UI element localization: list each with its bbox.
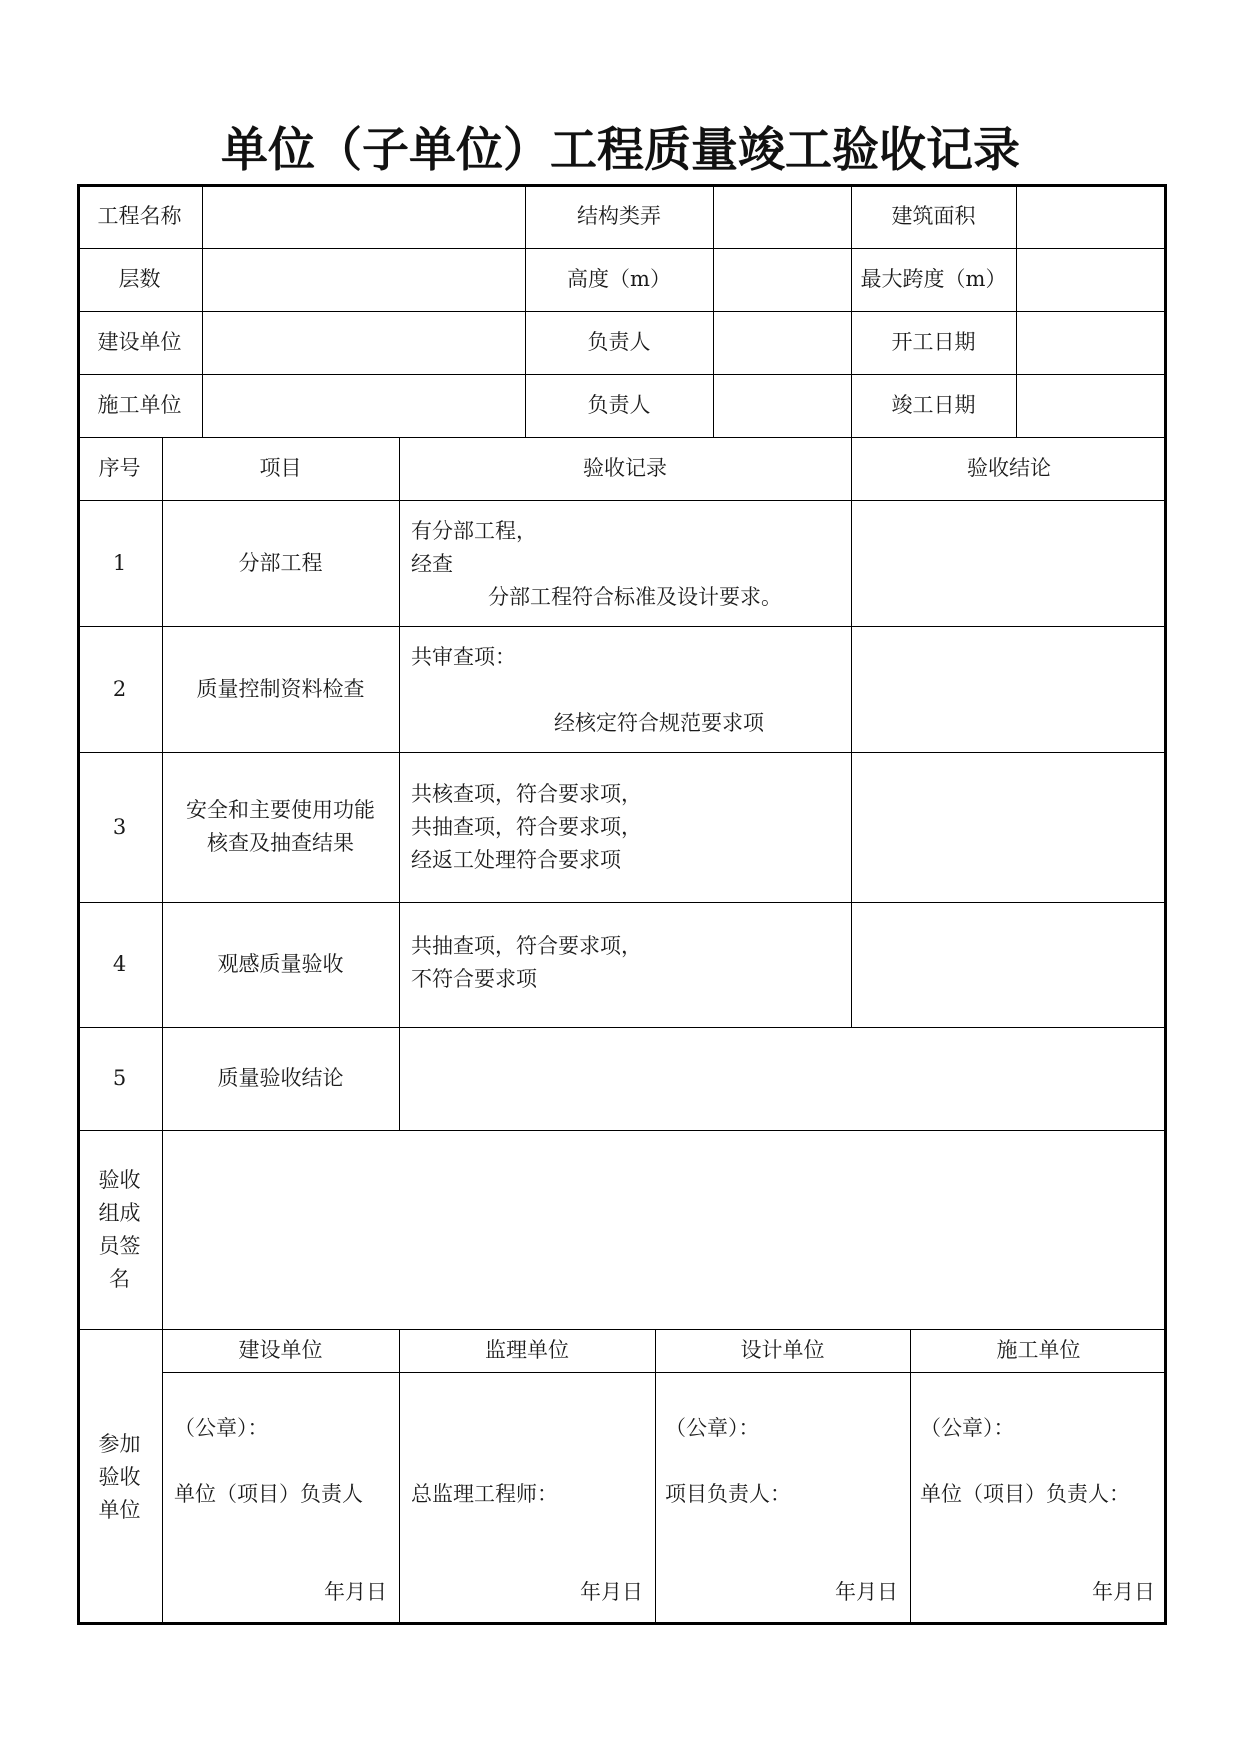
signer-line: 总监理工程师： (411, 1482, 558, 1506)
signature-label-line: 名 (109, 1266, 130, 1291)
date-line: 年月日 (324, 1580, 387, 1604)
project-name-label: 工程名称 (97, 203, 182, 228)
signature-label-line: 员签 (98, 1233, 141, 1258)
seal-line: （公章）： (665, 1416, 760, 1440)
item-name-line: 安全和主要使用功能 (186, 798, 375, 822)
item-name: 分部工程 (238, 550, 323, 575)
start-date-label: 开工日期 (891, 330, 976, 354)
participants-label-line: 参加 (98, 1431, 141, 1456)
signer-line: 项目负责人： (665, 1482, 791, 1506)
record-line: 共核查项，符合要求项， (411, 782, 642, 806)
column-divider (1016, 184, 1017, 437)
seq-header: 序号 (98, 456, 141, 480)
record-line: 共抽查项，符合要求项， (411, 934, 642, 958)
row-divider (162, 1372, 1167, 1373)
item-name: 质量控制资料检查 (196, 676, 365, 701)
column-divider (202, 184, 203, 437)
item-number: 5 (112, 1066, 127, 1090)
participants-label (77, 1329, 162, 1625)
completion-date-label: 竣工日期 (891, 393, 976, 417)
signature-label-line: 组成 (98, 1200, 141, 1225)
item-number: 1 (112, 550, 127, 575)
party-name: 建设单位 (238, 1338, 323, 1362)
building-area-label: 建筑面积 (891, 203, 976, 228)
floors-label: 层数 (118, 267, 161, 291)
record-line: 共抽查项，符合要求项， (411, 815, 642, 839)
item-name-line: 核查及抽查结果 (207, 831, 354, 855)
record-line: 不符合要求项 (411, 967, 537, 991)
conclusion-header: 验收结论 (967, 456, 1051, 480)
signer-line: 单位（项目）负责人： (920, 1482, 1130, 1506)
page-title: 单位（子单位）工程质量竣工验收记录 (221, 123, 1020, 178)
record-line: 分部工程符合标准及设计要求。 (488, 585, 782, 609)
column-divider (399, 437, 400, 1130)
item-number: 2 (112, 676, 127, 701)
record-line: 经查 (411, 552, 453, 576)
max-span-label: 最大跨度（m） (860, 267, 1007, 291)
party-name: 设计单位 (740, 1338, 825, 1362)
participants-label-line: 验收 (98, 1464, 141, 1489)
party-name: 施工单位 (996, 1338, 1081, 1362)
date-line: 年月日 (580, 1580, 643, 1604)
item-name: 质量验收结论 (217, 1066, 344, 1090)
height-label: 高度（m） (567, 267, 671, 291)
record-header: 验收记录 (583, 456, 667, 480)
contractor-responsible-label: 负责人 (587, 393, 651, 417)
column-divider (851, 437, 852, 1027)
contractor-unit-label: 施工单位 (97, 393, 182, 417)
column-divider (713, 184, 714, 437)
item-name (162, 752, 399, 902)
seal-line: （公章）： (174, 1416, 269, 1440)
owner-unit-label: 建设单位 (97, 330, 182, 354)
owner-responsible-label: 负责人 (587, 330, 651, 354)
item-name: 观感质量验收 (217, 952, 344, 976)
item-header: 项目 (259, 456, 302, 480)
signature-label (77, 1130, 162, 1329)
row-divider (77, 1130, 1167, 1131)
record-line: 有分部工程， (411, 519, 537, 543)
signature-label-line: 验收 (98, 1167, 141, 1192)
participants-label-line: 单位 (98, 1497, 141, 1522)
item-number: 3 (112, 814, 127, 839)
date-line: 年月日 (835, 1580, 898, 1604)
item-number: 4 (112, 952, 127, 976)
record-line: 共审查项： (411, 645, 516, 669)
seal-line: （公章）： (920, 1416, 1015, 1440)
party-name: 监理单位 (485, 1338, 569, 1362)
record-line: 经返工处理符合要求项 (411, 848, 621, 872)
structure-type-label: 结构类弄 (577, 203, 661, 228)
record-line: 经核定符合规范要求项 (554, 711, 764, 735)
date-line: 年月日 (1092, 1580, 1155, 1604)
signer-line: 单位（项目）负责人 (174, 1482, 363, 1506)
